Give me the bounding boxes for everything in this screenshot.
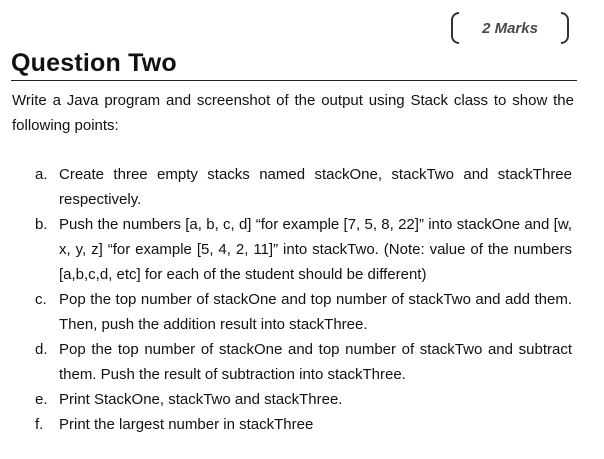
task-text: Pop the top number of stackOne and top number of stackTwo and add them. Then, push the addition result into stackThree. [59, 291, 572, 333]
question-intro: Write a Java program and screenshot of the output using Stack class to show the following points: [12, 92, 574, 134]
task-text: Create three empty stacks named stackOne, stackTwo and stackThree respectively. [59, 166, 572, 208]
question-heading: Question Two [11, 49, 177, 77]
task-label: f. [35, 416, 44, 433]
right-bracket [561, 12, 569, 44]
task-label: e. [35, 391, 48, 408]
marks-label: 2 Marks [482, 20, 538, 37]
task-list [35, 162, 572, 437]
heading-divider [11, 80, 577, 81]
task-item-a [35, 162, 572, 212]
task-text: Print StackOne, stackTwo and stackThree. [59, 391, 343, 408]
task-item-b [35, 212, 572, 287]
task-text: Print the largest number in stackThree [59, 416, 314, 433]
task-text: Push the numbers [a, b, c, d] “for example [7, 5, 8, 22]” into stackOne and [w, x, y, z] “for example [5, 4, 2, 11]” into stackTwo. (Note: value of the numbers [a,b,c,d, etc] for each of the student should be different) [59, 216, 572, 283]
marks-badge [446, 10, 574, 48]
task-label: b. [35, 216, 48, 233]
task-text: Pop the top number of stackOne and top number of stackTwo and subtract them. Push the result of subtraction into stackThree. [59, 341, 572, 383]
task-item-e [35, 387, 572, 412]
task-item-d [35, 337, 572, 387]
task-label: d. [35, 341, 48, 358]
task-item-c [35, 287, 572, 337]
task-item-f [35, 412, 572, 437]
task-label: a. [35, 166, 48, 183]
task-label: c. [35, 291, 47, 308]
